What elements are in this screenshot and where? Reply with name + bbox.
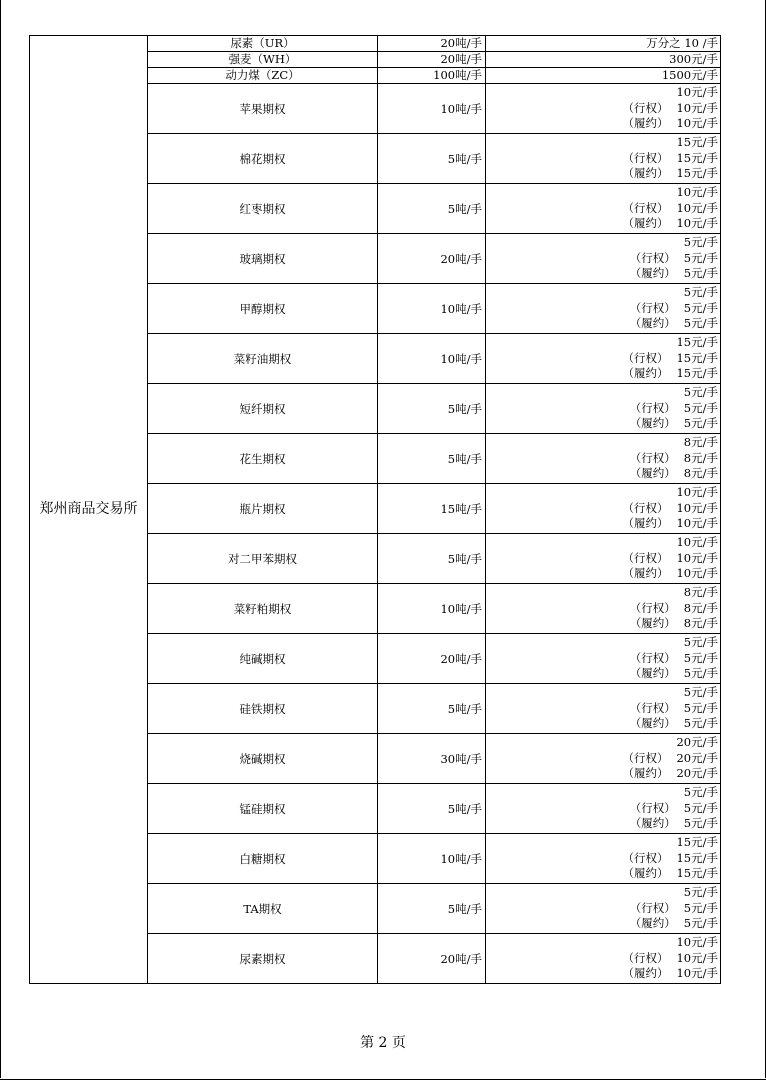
- fee-cell: 1500元/手: [486, 68, 721, 84]
- fee-line: [486, 735, 718, 751]
- delivery-label: （履约）: [622, 166, 669, 181]
- product-cell: 纯碱期权: [148, 634, 378, 684]
- product-cell: 红枣期权: [148, 184, 378, 234]
- fee-line: [486, 851, 718, 867]
- product-cell: 瓶片期权: [148, 484, 378, 534]
- exercise-label: （行权）: [622, 150, 669, 165]
- exercise-label: （行权）: [629, 400, 676, 415]
- unit-cell: 30吨/手: [378, 734, 486, 784]
- fee-value: 10元/手: [676, 550, 718, 565]
- table-row: [30, 36, 721, 52]
- fee-line: [486, 335, 718, 351]
- exercise-label: （行权）: [629, 250, 676, 265]
- fee-line: [486, 935, 718, 951]
- fee-value: 5元/手: [683, 316, 718, 331]
- delivery-label: （履约）: [629, 666, 676, 681]
- unit-cell: 10吨/手: [378, 284, 486, 334]
- fee-line: [486, 635, 718, 651]
- fee-cell: [486, 784, 721, 834]
- fee-line: [486, 885, 718, 901]
- product-cell: 菜籽粕期权: [148, 584, 378, 634]
- fee-line: [486, 901, 718, 917]
- fee-cell: [486, 934, 721, 984]
- exercise-label: （行权）: [622, 500, 669, 515]
- fee-value: 10元/手: [676, 184, 718, 199]
- fee-value: 10元/手: [676, 534, 718, 549]
- fee-line: [486, 116, 718, 132]
- fee-line: [486, 351, 718, 367]
- fee-value: 10元/手: [676, 516, 718, 531]
- fee-line: [486, 251, 718, 267]
- fee-table: [29, 35, 721, 984]
- exercise-label: （行权）: [622, 100, 669, 115]
- fee-value: 15元/手: [676, 866, 718, 881]
- fee-table-body: [30, 36, 721, 984]
- unit-cell: 20吨/手: [378, 934, 486, 984]
- fee-value: 15元/手: [676, 350, 718, 365]
- unit-cell: 5吨/手: [378, 434, 486, 484]
- fee-line: [486, 666, 718, 682]
- exercise-label: （行权）: [622, 550, 669, 565]
- unit-cell: 10吨/手: [378, 834, 486, 884]
- fee-value: 8元/手: [683, 450, 718, 465]
- fee-cell: [486, 534, 721, 584]
- unit-cell: 5吨/手: [378, 184, 486, 234]
- fee-value: 10元/手: [676, 100, 718, 115]
- exercise-label: （行权）: [629, 900, 676, 915]
- product-cell: 甲醇期权: [148, 284, 378, 334]
- fee-cell: [486, 734, 721, 784]
- delivery-label: （履约）: [629, 416, 676, 431]
- fee-line: [486, 451, 718, 467]
- fee-value: 8元/手: [683, 434, 718, 449]
- delivery-label: （履约）: [622, 766, 669, 781]
- fee-value: 10元/手: [676, 950, 718, 965]
- fee-cell: [486, 834, 721, 884]
- fee-value: 5元/手: [683, 916, 718, 931]
- fee-value: 5元/手: [683, 284, 718, 299]
- fee-value: 10元/手: [676, 216, 718, 231]
- unit-cell: 5吨/手: [378, 134, 486, 184]
- fee-value: 5元/手: [683, 884, 718, 899]
- fee-value: 10元/手: [676, 934, 718, 949]
- unit-cell: 5吨/手: [378, 684, 486, 734]
- fee-line: [486, 951, 718, 967]
- unit-cell: 20吨/手: [378, 634, 486, 684]
- fee-line: [486, 916, 718, 932]
- fee-cell: [486, 584, 721, 634]
- fee-cell: [486, 234, 721, 284]
- fee-line: [486, 566, 718, 582]
- delivery-label: （履约）: [622, 366, 669, 381]
- fee-value: 5元/手: [683, 816, 718, 831]
- fee-cell: [486, 184, 721, 234]
- fee-value: 5元/手: [683, 650, 718, 665]
- fee-value: 5元/手: [683, 716, 718, 731]
- delivery-label: （履约）: [622, 566, 669, 581]
- fee-cell: [486, 434, 721, 484]
- fee-value: 15元/手: [676, 334, 718, 349]
- delivery-label: （履约）: [622, 966, 669, 981]
- product-cell: 对二甲苯期权: [148, 534, 378, 584]
- fee-line: [486, 866, 718, 882]
- fee-line: [486, 701, 718, 717]
- fee-line: [486, 485, 718, 501]
- unit-cell: 5吨/手: [378, 784, 486, 834]
- delivery-label: （履约）: [622, 516, 669, 531]
- fee-line: [486, 101, 718, 117]
- fee-line: [486, 401, 718, 417]
- fee-line: [486, 135, 718, 151]
- fee-value: 15元/手: [676, 134, 718, 149]
- product-cell: 苹果期权: [148, 84, 378, 134]
- exercise-label: （行权）: [622, 200, 669, 215]
- product-cell: 硅铁期权: [148, 684, 378, 734]
- exercise-label: （行权）: [629, 800, 676, 815]
- fee-line: [486, 766, 718, 782]
- fee-cell: [486, 84, 721, 134]
- fee-line: [486, 585, 718, 601]
- fee-cell: 万分之 10 /手: [486, 36, 721, 52]
- delivery-label: （履约）: [622, 216, 669, 231]
- fee-line: [486, 301, 718, 317]
- fee-value: 10元/手: [676, 500, 718, 515]
- fee-line: [486, 466, 718, 482]
- exercise-label: （行权）: [622, 850, 669, 865]
- fee-value: 10元/手: [676, 484, 718, 499]
- product-cell: 烧碱期权: [148, 734, 378, 784]
- delivery-label: （履约）: [629, 266, 676, 281]
- fee-cell: [486, 684, 721, 734]
- fee-value: 5元/手: [683, 634, 718, 649]
- fee-value: 5元/手: [683, 266, 718, 281]
- delivery-label: （履约）: [629, 316, 676, 331]
- product-cell: 锰硅期权: [148, 784, 378, 834]
- product-cell: TA期权: [148, 884, 378, 934]
- fee-line: [486, 166, 718, 182]
- delivery-label: （履约）: [629, 816, 676, 831]
- unit-cell: 5吨/手: [378, 534, 486, 584]
- fee-line: [486, 685, 718, 701]
- fee-value: 10元/手: [676, 116, 718, 131]
- fee-value: 5元/手: [683, 250, 718, 265]
- unit-cell: 10吨/手: [378, 334, 486, 384]
- product-cell: 花生期权: [148, 434, 378, 484]
- fee-line: [486, 266, 718, 282]
- fee-cell: 300元/手: [486, 52, 721, 68]
- fee-line: [486, 235, 718, 251]
- fee-value: 15元/手: [676, 166, 718, 181]
- exchange-cell: 郑州商品交易所: [30, 36, 148, 984]
- fee-line: [486, 385, 718, 401]
- delivery-label: （履约）: [622, 866, 669, 881]
- fee-value: 10元/手: [676, 566, 718, 581]
- fee-value: 5元/手: [683, 400, 718, 415]
- fee-line: [486, 216, 718, 232]
- fee-value: 5元/手: [683, 416, 718, 431]
- product-cell: 玻璃期权: [148, 234, 378, 284]
- fee-line: [486, 316, 718, 332]
- fee-line: [486, 816, 718, 832]
- fee-value: 15元/手: [676, 850, 718, 865]
- fee-value: 5元/手: [683, 900, 718, 915]
- unit-cell: 15吨/手: [378, 484, 486, 534]
- fee-cell: [486, 884, 721, 934]
- fee-value: 15元/手: [676, 834, 718, 849]
- fee-cell: [486, 134, 721, 184]
- exercise-label: （行权）: [629, 700, 676, 715]
- product-cell: 强麦（WH）: [148, 52, 378, 68]
- fee-line: [486, 416, 718, 432]
- fee-line: [486, 785, 718, 801]
- fee-line: [486, 966, 718, 982]
- fee-value: 8元/手: [683, 600, 718, 615]
- fee-value: 20元/手: [676, 750, 718, 765]
- fee-line: [486, 366, 718, 382]
- fee-value: 5元/手: [683, 700, 718, 715]
- fee-value: 20元/手: [676, 734, 718, 749]
- unit-cell: 10吨/手: [378, 84, 486, 134]
- fee-line: [486, 501, 718, 517]
- fee-value: 15元/手: [676, 366, 718, 381]
- fee-cell: [486, 484, 721, 534]
- fee-value: 5元/手: [683, 800, 718, 815]
- fee-line: [486, 535, 718, 551]
- delivery-label: （履约）: [629, 916, 676, 931]
- fee-line: [486, 801, 718, 817]
- fee-value: 5元/手: [683, 784, 718, 799]
- fee-value: 5元/手: [683, 384, 718, 399]
- fee-line: [486, 716, 718, 732]
- exercise-label: （行权）: [622, 950, 669, 965]
- fee-cell: [486, 384, 721, 434]
- product-cell: 棉花期权: [148, 134, 378, 184]
- unit-cell: 10吨/手: [378, 584, 486, 634]
- delivery-label: （履约）: [629, 466, 676, 481]
- fee-value: 5元/手: [683, 666, 718, 681]
- exercise-label: （行权）: [629, 300, 676, 315]
- unit-cell: 5吨/手: [378, 884, 486, 934]
- fee-line: [486, 201, 718, 217]
- product-cell: 尿素（UR）: [148, 36, 378, 52]
- fee-value: 5元/手: [683, 234, 718, 249]
- fee-line: [486, 835, 718, 851]
- exercise-label: （行权）: [622, 750, 669, 765]
- unit-cell: 20吨/手: [378, 234, 486, 284]
- fee-line: [486, 435, 718, 451]
- product-cell: 菜籽油期权: [148, 334, 378, 384]
- exercise-label: （行权）: [622, 350, 669, 365]
- fee-value: 8元/手: [683, 466, 718, 481]
- fee-line: [486, 651, 718, 667]
- product-cell: 短纤期权: [148, 384, 378, 434]
- unit-cell: 100吨/手: [378, 68, 486, 84]
- unit-cell: 5吨/手: [378, 384, 486, 434]
- product-cell: 白糖期权: [148, 834, 378, 884]
- fee-line: [486, 516, 718, 532]
- fee-line: [486, 85, 718, 101]
- product-cell: 尿素期权: [148, 934, 378, 984]
- fee-value: 8元/手: [683, 584, 718, 599]
- unit-cell: 20吨/手: [378, 36, 486, 52]
- fee-value: 8元/手: [683, 616, 718, 631]
- delivery-label: （履约）: [622, 116, 669, 131]
- delivery-label: （履约）: [629, 716, 676, 731]
- fee-line: [486, 601, 718, 617]
- exercise-label: （行权）: [629, 650, 676, 665]
- fee-value: 15元/手: [676, 150, 718, 165]
- fee-cell: [486, 334, 721, 384]
- fee-value: 20元/手: [676, 766, 718, 781]
- fee-line: [486, 285, 718, 301]
- fee-value: 5元/手: [683, 300, 718, 315]
- fee-value: 10元/手: [676, 84, 718, 99]
- fee-value: 10元/手: [676, 200, 718, 215]
- product-cell: 动力煤（ZC）: [148, 68, 378, 84]
- fee-line: [486, 616, 718, 632]
- exercise-label: （行权）: [629, 600, 676, 615]
- page-number: 第 2 页: [360, 1035, 406, 1051]
- fee-line: [486, 151, 718, 167]
- delivery-label: （履约）: [629, 616, 676, 631]
- fee-line: [486, 185, 718, 201]
- unit-cell: 20吨/手: [378, 52, 486, 68]
- exercise-label: （行权）: [629, 450, 676, 465]
- fee-cell: [486, 634, 721, 684]
- fee-line: [486, 751, 718, 767]
- fee-value: 10元/手: [676, 966, 718, 981]
- fee-line: [486, 551, 718, 567]
- fee-cell: [486, 284, 721, 334]
- fee-value: 5元/手: [683, 684, 718, 699]
